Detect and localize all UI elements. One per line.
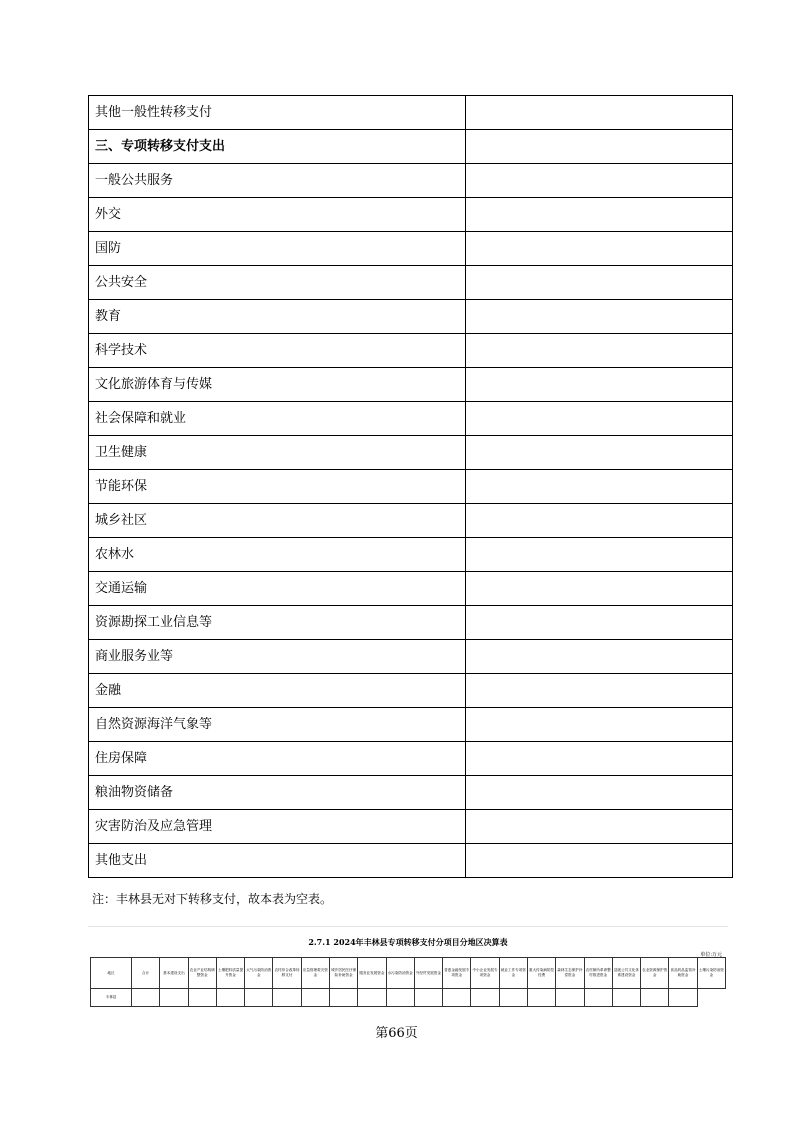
- table-row: [89, 674, 733, 708]
- row-value: [466, 708, 733, 742]
- transfer-payment-table: [88, 95, 733, 878]
- column-header: 县级公共文化体系建设资金: [612, 958, 640, 989]
- value-cell: [358, 989, 386, 1007]
- row-value: [466, 572, 733, 606]
- value-cell: [132, 989, 160, 1007]
- row-value: [466, 844, 733, 878]
- table-row: [89, 538, 733, 572]
- column-header: 就业工作专项资金: [499, 958, 527, 989]
- row-label: 科学技术: [89, 334, 466, 368]
- value-cell: [641, 989, 669, 1007]
- value-cell: [527, 989, 555, 1007]
- table-row: [89, 368, 733, 402]
- table-row: [89, 810, 733, 844]
- table-row: [89, 640, 733, 674]
- row-value: [466, 266, 733, 300]
- table-row: [89, 572, 733, 606]
- table-row: [89, 164, 733, 198]
- value-cell: [669, 989, 697, 1007]
- row-value: [466, 538, 733, 572]
- column-header: 土壤污染防治资金: [697, 958, 725, 989]
- table-row: [89, 198, 733, 232]
- value-cell: [301, 989, 329, 1007]
- row-label: 农林水: [89, 538, 466, 572]
- column-header: 重大传染病防控经费: [527, 958, 555, 989]
- row-label: 外交: [89, 198, 466, 232]
- column-header: 森林生态保护补偿资金: [556, 958, 584, 989]
- value-cell: [471, 989, 499, 1007]
- row-value: [466, 606, 733, 640]
- column-header: 基本建设支出: [160, 958, 188, 989]
- row-label: 商业服务业等: [89, 640, 466, 674]
- column-header: 水污染防治资金: [386, 958, 414, 989]
- table-row: [89, 266, 733, 300]
- column-header: 中小企业发展专项资金: [471, 958, 499, 989]
- row-value: [466, 470, 733, 504]
- column-header: 农村厕所革命整村推进资金: [584, 958, 612, 989]
- value-cell: [329, 989, 357, 1007]
- row-value: [466, 164, 733, 198]
- row-value: [466, 96, 733, 130]
- row-value: [466, 640, 733, 674]
- column-header: 城乡居民医疗保险补助资金: [329, 958, 357, 989]
- page-number: 第66页: [375, 1026, 418, 1041]
- table-row: [89, 130, 733, 164]
- value-cell: [443, 989, 471, 1007]
- table-row: [89, 742, 733, 776]
- table-row: [89, 402, 733, 436]
- table-row: [89, 708, 733, 742]
- sub-table-title: 2.7.1 2024年丰林县专项转移支付分项目分地区决算表: [308, 937, 508, 947]
- row-value: [466, 504, 733, 538]
- table-row: [89, 232, 733, 266]
- table-row: [89, 96, 733, 130]
- column-header: 服务业发展资金: [358, 958, 386, 989]
- row-label: 城乡社区: [89, 504, 466, 538]
- table-row: [89, 844, 733, 878]
- row-label: 一般公共服务: [89, 164, 466, 198]
- column-header: 外经贸发展资金: [414, 958, 442, 989]
- sub-table-unit: 单位:万元: [700, 952, 722, 958]
- column-header: 应急管理救灾资金: [301, 958, 329, 989]
- column-header: 地区: [91, 958, 132, 989]
- value-cell: [188, 989, 216, 1007]
- header-row: [91, 958, 726, 989]
- column-header: 普惠金融发展专项资金: [443, 958, 471, 989]
- row-value: [466, 198, 733, 232]
- table-row: [89, 504, 733, 538]
- column-header: 食品药品监管补助资金: [669, 958, 697, 989]
- column-header: 大气污染防治资金: [245, 958, 273, 989]
- value-cell: [216, 989, 244, 1007]
- row-label: 住房保障: [89, 742, 466, 776]
- value-cell: [245, 989, 273, 1007]
- row-value: [466, 674, 733, 708]
- table-row: [89, 300, 733, 334]
- value-cell: [499, 989, 527, 1007]
- column-header: 土壤肥料质量提升资金: [216, 958, 244, 989]
- row-value: [466, 810, 733, 844]
- table-row: [89, 470, 733, 504]
- row-label: 灾害防治及应急管理: [89, 810, 466, 844]
- table-row: [89, 606, 733, 640]
- value-cell: [386, 989, 414, 1007]
- value-cell: [273, 989, 301, 1007]
- column-header: 农业产业结构调整资金: [188, 958, 216, 989]
- table-row: [89, 776, 733, 810]
- row-label: 粮油物资储备: [89, 776, 466, 810]
- column-header: 农业资源保护资金: [641, 958, 669, 989]
- row-label: 资源勘探工业信息等: [89, 606, 466, 640]
- row-value: [466, 402, 733, 436]
- row-label: 节能环保: [89, 470, 466, 504]
- row-value: [466, 436, 733, 470]
- row-label: 其他一般性转移支付: [89, 96, 466, 130]
- column-header: 农村综合改革转移支付: [273, 958, 301, 989]
- row-label: 自然资源海洋气象等: [89, 708, 466, 742]
- region-cell: 丰林县: [91, 989, 132, 1007]
- row-label: 国防: [89, 232, 466, 266]
- value-cell: [612, 989, 640, 1007]
- row-label: 金融: [89, 674, 466, 708]
- row-label: 三、专项转移支付支出: [89, 130, 466, 164]
- row-value: [466, 776, 733, 810]
- row-value: [466, 368, 733, 402]
- value-cell: [414, 989, 442, 1007]
- special-transfer-by-region-table: [90, 957, 726, 1007]
- row-value: [466, 742, 733, 776]
- row-value: [466, 300, 733, 334]
- row-label: 教育: [89, 300, 466, 334]
- row-label: 卫生健康: [89, 436, 466, 470]
- row-label: 文化旅游体育与传媒: [89, 368, 466, 402]
- column-header: 合计: [132, 958, 160, 989]
- table-note: 注：丰林县无对下转移支付，故本表为空表。: [92, 892, 333, 906]
- value-cell: [584, 989, 612, 1007]
- row-value: [466, 130, 733, 164]
- table-row: [91, 989, 726, 1007]
- row-label: 交通运输: [89, 572, 466, 606]
- value-cell: [556, 989, 584, 1007]
- row-label: 社会保障和就业: [89, 402, 466, 436]
- row-label: 公共安全: [89, 266, 466, 300]
- table-row: [89, 334, 733, 368]
- row-value: [466, 232, 733, 266]
- value-cell: [160, 989, 188, 1007]
- row-value: [466, 334, 733, 368]
- table-row: [89, 436, 733, 470]
- sub-table-image: [88, 926, 728, 1013]
- row-label: 其他支出: [89, 844, 466, 878]
